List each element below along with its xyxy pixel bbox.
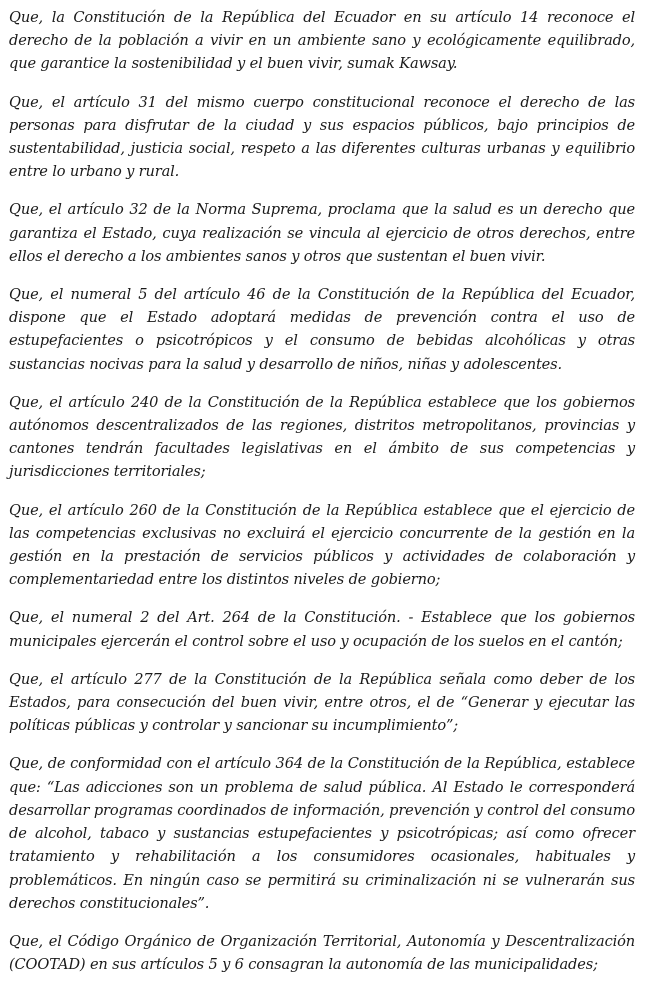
paragraph-art-14: Que, la Constitución de la República del Ecuador en su artículo 14 reconoce el derecho de la población a vivir en un ambiente sano y ecológicamente equilibrado, que garantice la sostenibilidad y el buen vivir, sumak Kawsay. xyxy=(9,9,635,73)
paragraph-cootad: Que, el Código Orgánico de Organización Territorial, Autonomía y Descentralización (COOTAD) en sus artículos 5 y 6 consagran la autonomía de las municipalidades; xyxy=(9,932,635,974)
paragraph-art-364: Que, de conformidad con el artículo 364 de la Constitución de la República, establece que: “Las adicciones son un problema de salud pública. Al Estado le corresponderá desarrollar programas coordinados de información, prevención y control del consumo de alcohol, tabaco y sustancias estupefacientes y psicotrópicas; así como ofrecer tratamiento y rehabilitación a los consumidores ocasionales, habituales y problemáticos. En ningún caso se permitirá su criminalización ni se vulnerarán sus derechos constitucionales”. xyxy=(9,755,635,912)
paragraph-art-240: Que, el artículo 240 de la Constitución de la República establece que los gobiernos autónomos descentralizados de las regiones, distritos metropolitanos, provincias y cantones tendrán facultades legislativas en el ámbito de sus competencias y jurisdicciones territoriales; xyxy=(9,393,635,481)
paragraph-art-32: Que, el artículo 32 de la Norma Suprema, proclama que la salud es un derecho que garantiza el Estado, cuya realización se vincula al ejercicio de otros derechos, entre ellos el derecho a los ambientes sanos y otros que sustentan el buen vivir. xyxy=(9,201,635,265)
paragraph-art-264: Que, el numeral 2 del Art. 264 de la Constitución. - Establece que los gobiernos municipales ejercerán el control sobre el uso y ocupación de los suelos en el cantón; xyxy=(9,609,635,650)
paragraph-art-260: Que, el artículo 260 de la Constitución de la República establece que el ejercicio de las competencias exclusivas no excluirá el ejercicio concurrente de la gestión en la gestión en la prestación de servicios públicos y actividades de colaboración y complementariedad entre los distintos niveles de gobierno; xyxy=(9,501,635,589)
document-page xyxy=(9,6,635,991)
paragraph-art-46: Que, el numeral 5 del artículo 46 de la Constitución de la República del Ecuador, dispone que el Estado adoptará medidas de prevención contra el uso de estupefacientes o psicotrópicos y el consumo de bebidas alcohólicas y otras sustancias nocivas para la salud y desarrollo de niños, niñas y adolescentes. xyxy=(9,286,635,373)
paragraph-art-31: Que, el artículo 31 del mismo cuerpo constitucional reconoce el derecho de las personas para disfrutar de la ciudad y sus espacios públicos, bajo principios de sustentabilidad, justicia social, respeto a las diferentes culturas urbanas y equilibrio entre lo urbano y rural. xyxy=(9,93,635,181)
paragraph-art-277: Que, el artículo 277 de la Constitución de la República señala como deber de los Estados, para consecución del buen vivir, entre otros, el de “Generar y ejecutar las políticas públicas y controlar y sancionar su incumplimiento”; xyxy=(9,670,635,735)
